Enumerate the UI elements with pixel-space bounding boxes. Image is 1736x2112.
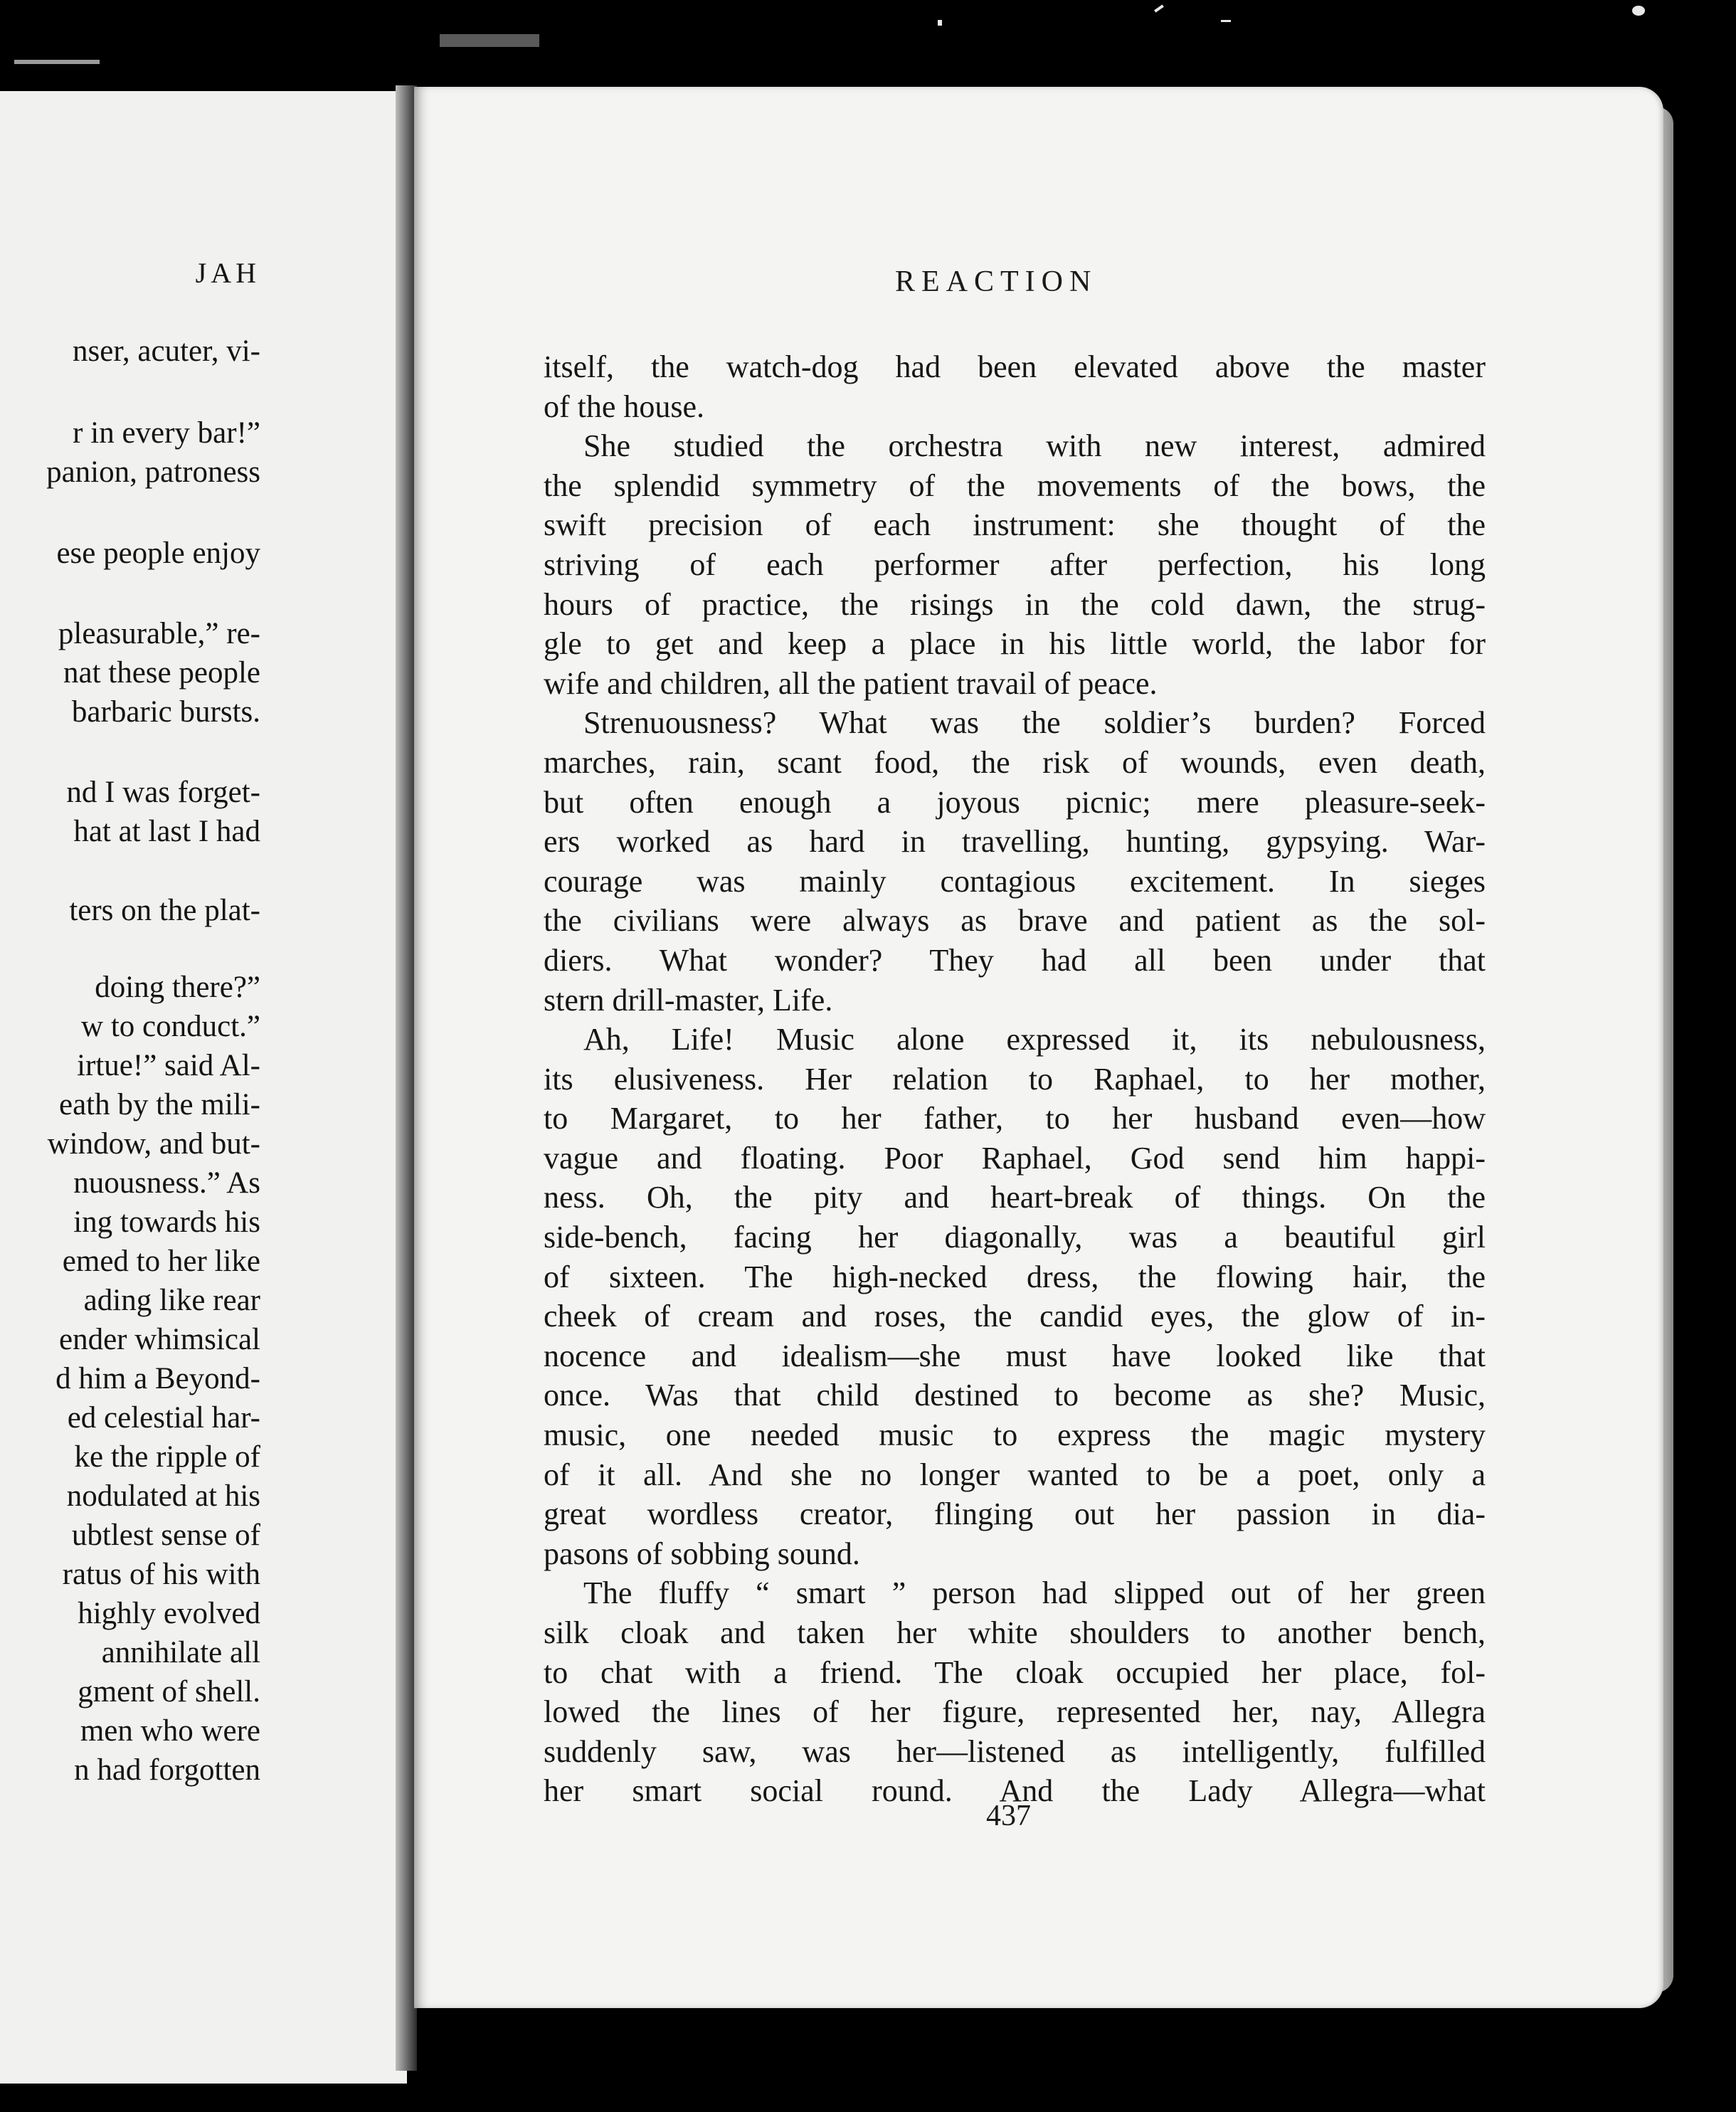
left-line: highly evolved bbox=[78, 1597, 260, 1630]
left-line: men who were bbox=[80, 1714, 260, 1748]
text-line: music, one needed music to express the magic mystery bbox=[544, 1417, 1486, 1453]
text-line: Ah, Life! Music alone expressed it, its nebulousness, bbox=[583, 1022, 1486, 1057]
left-page bbox=[0, 91, 407, 2084]
left-line: nat these people bbox=[63, 656, 260, 690]
text-line: silk cloak and taken her white shoulders to another bench, bbox=[544, 1615, 1486, 1650]
left-line: pleasurable,” re- bbox=[58, 617, 260, 650]
left-line: ese people enjoy bbox=[56, 537, 260, 570]
dust-speck bbox=[1632, 6, 1645, 16]
left-line: panion, patroness bbox=[46, 455, 260, 489]
left-line: hat at last I had bbox=[73, 815, 260, 848]
text-line: but often enough a joyous picnic; mere pleasure-seek- bbox=[544, 784, 1486, 820]
left-line: n had forgotten bbox=[74, 1753, 260, 1787]
text-line: marches, rain, scant food, the risk of wounds, even death, bbox=[544, 744, 1486, 780]
text-line: great wordless creator, flinging out her passion in dia- bbox=[544, 1496, 1486, 1532]
text-line: wife and children, all the patient travail of peace. bbox=[544, 665, 1158, 701]
left-line: annihilate all bbox=[101, 1636, 260, 1669]
text-line: lowed the lines of her figure, represented her, nay, Allegra bbox=[544, 1694, 1486, 1730]
text-line: of it all. And she no longer wanted to be a poet, only a bbox=[544, 1457, 1486, 1492]
text-line: of sixteen. The high-necked dress, the flowing hair, the bbox=[544, 1259, 1486, 1294]
dust-speck bbox=[440, 34, 539, 47]
left-line: window, and but- bbox=[47, 1127, 260, 1161]
left-line: ratus of his with bbox=[62, 1558, 260, 1591]
text-line: to chat with a friend. The cloak occupied her place, fol- bbox=[544, 1654, 1486, 1690]
text-line: of the house. bbox=[544, 389, 705, 424]
left-line: ed celestial har- bbox=[67, 1401, 260, 1435]
dust-speck bbox=[1154, 4, 1164, 12]
running-head: REACTION bbox=[895, 265, 1098, 298]
text-line: courage was mainly contagious excitement. In sieges bbox=[544, 863, 1486, 899]
left-line: r in every bar!” bbox=[73, 416, 260, 450]
left-running-head: JAH bbox=[195, 257, 260, 289]
page-number: 437 bbox=[986, 1800, 1031, 1832]
dust-speck bbox=[938, 20, 942, 26]
left-line: doing there?” bbox=[95, 971, 260, 1004]
text-line: cheek of cream and roses, the candid eyes, the glow of in- bbox=[544, 1299, 1486, 1334]
left-line: ading like rear bbox=[83, 1284, 260, 1317]
text-line: swift precision of each instrument: she thought of the bbox=[544, 507, 1486, 543]
left-line: ender whimsical bbox=[59, 1323, 260, 1356]
text-line: to Margaret, to her father, to her husband even—how bbox=[544, 1101, 1486, 1136]
body-text bbox=[544, 347, 1486, 1811]
text-line: pasons of sobbing sound. bbox=[544, 1536, 860, 1571]
left-line: eath by the mili- bbox=[58, 1088, 260, 1121]
left-line: barbaric bursts. bbox=[71, 695, 260, 729]
text-line: ers worked as hard in travelling, hunting, gypsying. War- bbox=[544, 824, 1486, 860]
text-line: side-bench, facing her diagonally, was a beautiful girl bbox=[544, 1220, 1486, 1255]
text-line: The fluffy “ smart ” person had slipped out of her green bbox=[583, 1575, 1486, 1611]
left-line: w to conduct.” bbox=[81, 1010, 260, 1043]
text-line: the splendid symmetry of the movements of the bows, the bbox=[544, 468, 1486, 503]
left-line: ing towards his bbox=[73, 1205, 260, 1239]
left-line: irtue!” said Al- bbox=[77, 1049, 260, 1082]
text-line: vague and floating. Poor Raphael, God send him happi- bbox=[544, 1140, 1486, 1176]
text-line: diers. What wonder? They had all been under that bbox=[544, 942, 1486, 978]
left-line: gment of shell. bbox=[78, 1675, 260, 1709]
left-line: nodulated at his bbox=[66, 1479, 260, 1513]
text-line: suddenly saw, was her—listened as intelligently, fulfilled bbox=[544, 1733, 1486, 1769]
left-line: nser, acuter, vi- bbox=[73, 334, 260, 368]
dust-speck bbox=[14, 60, 100, 64]
text-line: striving of each performer after perfection, his long bbox=[544, 547, 1486, 582]
text-line: hours of practice, the risings in the cold dawn, the strug- bbox=[544, 586, 1486, 622]
text-line: once. Was that child destined to become as she? Music, bbox=[544, 1378, 1486, 1413]
text-line: the civilians were always as brave and patient as the sol- bbox=[544, 903, 1486, 939]
left-line: nuousness.” As bbox=[73, 1166, 260, 1200]
left-line: emed to her like bbox=[62, 1245, 260, 1278]
text-line: She studied the orchestra with new interest, admired bbox=[583, 428, 1486, 464]
dust-speck bbox=[1221, 20, 1231, 22]
left-line: ke the ripple of bbox=[74, 1440, 260, 1474]
text-line: gle to get and keep a place in his little world, the labor for bbox=[544, 626, 1486, 662]
text-line: its elusiveness. Her relation to Raphael, to her mother, bbox=[544, 1061, 1486, 1097]
left-line: ters on the plat- bbox=[69, 894, 260, 927]
text-line: nocence and idealism—she must have looked like that bbox=[544, 1338, 1486, 1373]
text-line: stern drill-master, Life. bbox=[544, 982, 833, 1018]
left-line: ubtlest sense of bbox=[71, 1519, 260, 1552]
text-line: Strenuousness? What was the soldier’s burden? Forced bbox=[583, 705, 1486, 741]
left-line: nd I was forget- bbox=[66, 776, 260, 809]
left-line: d him a Beyond- bbox=[55, 1362, 260, 1395]
text-line: itself, the watch-dog had been elevated above the master bbox=[544, 349, 1486, 384]
text-line: her smart social round. And the Lady Allegra—what bbox=[544, 1773, 1486, 1809]
text-line: ness. Oh, the pity and heart-break of things. On the bbox=[544, 1180, 1486, 1215]
